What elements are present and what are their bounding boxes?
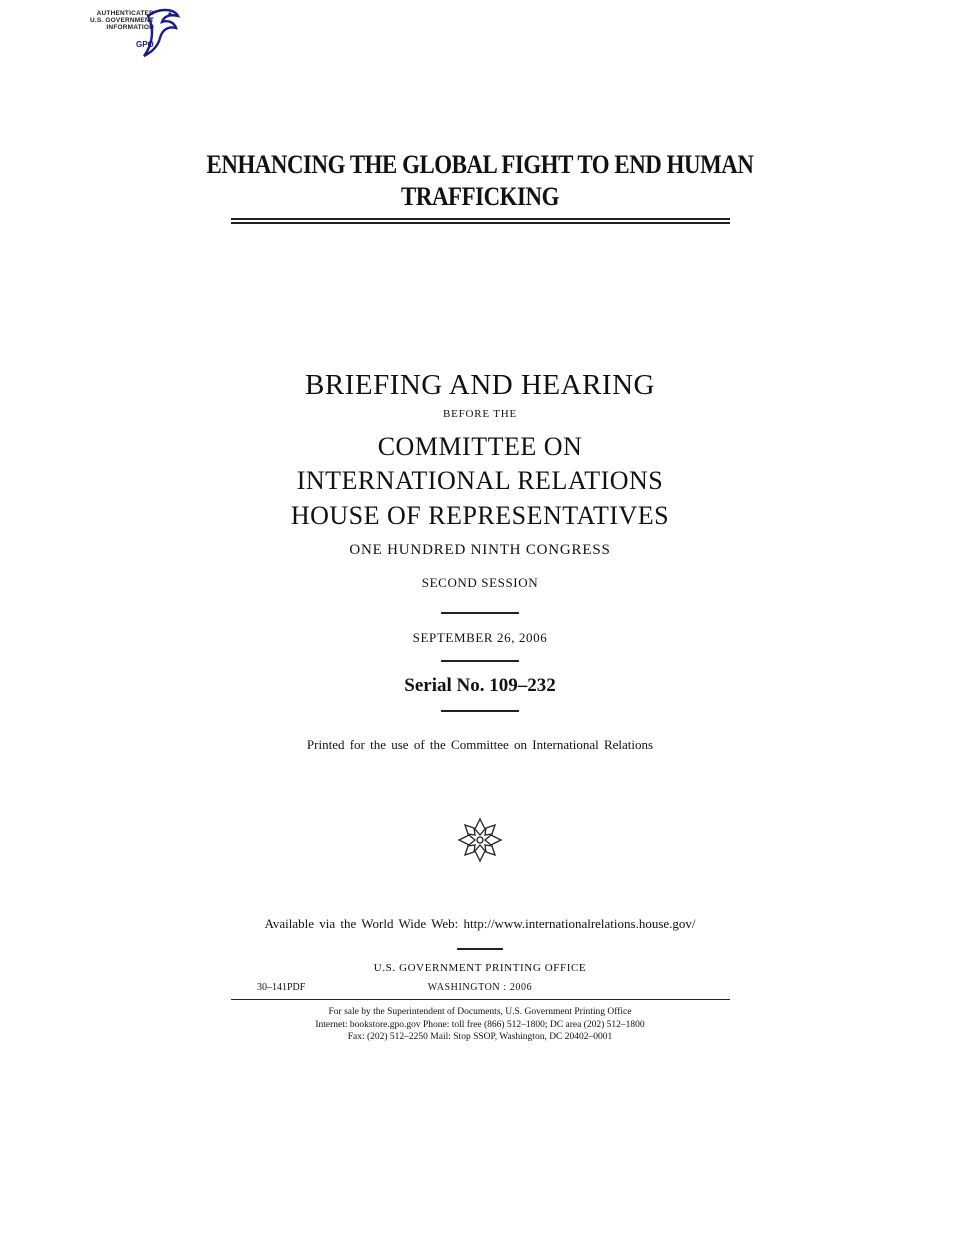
committee-line-2: INTERNATIONAL RELATIONS [296,466,664,495]
document-id: 30–141PDF [257,982,306,993]
serial-number: Serial No. 109–232 [404,675,556,696]
congress: ONE HUNDRED NINTH CONGRESS [349,542,611,558]
proceeding-type: BRIEFING AND HEARING [305,369,655,401]
chamber: HOUSE OF REPRESENTATIVES [290,501,670,530]
hearing-date: SEPTEMBER 26, 2006 [412,630,548,645]
gpo-mark: GPO [136,40,154,49]
session: SECOND SESSION [421,575,539,590]
committee-line-1: COMMITTEE ON [377,432,583,461]
title-rule-top [231,218,730,220]
rule-after-availability [457,948,503,950]
seal-text-line2: U.S. GOVERNMENT [89,17,154,24]
seal-text-line3: INFORMATION [106,24,154,31]
gpo-flower-ornament-icon [455,815,505,865]
seal-text-line1: AUTHENTICATED [96,10,154,17]
sale-line-3: Fax: (202) 512–2250 Mail: Stop SSOP, Washington, DC 20402–0001 [347,1032,613,1042]
before-the: BEFORE THE [442,408,518,420]
imprint-rule [231,999,730,1000]
rule-after-date [441,660,519,662]
printing-office: U.S. GOVERNMENT PRINTING OFFICE [373,962,587,974]
eagle-icon [140,6,182,58]
web-availability: Available via the World Wide Web: http://www.internationalrelations.house.gov/ [264,916,696,931]
rule-after-serial [441,710,519,712]
gpo-authentication-seal [70,4,182,60]
title-rule-bottom [231,222,730,224]
title-line-2: TRAFFICKING [401,182,559,211]
place-year: WASHINGTON : 2006 [427,982,533,993]
title-line-1: ENHANCING THE GLOBAL FIGHT TO END HUMAN [206,150,754,179]
rule-after-session [441,612,519,614]
printed-for: Printed for the use of the Committee on International Relations [306,737,654,752]
sale-line-1: For sale by the Superintendent of Documents, U.S. Government Printing Office [328,1007,632,1017]
sale-line-2: Internet: bookstore.gpo.gov Phone: toll free (866) 512–1800; DC area (202) 512–1800 [315,1020,645,1030]
